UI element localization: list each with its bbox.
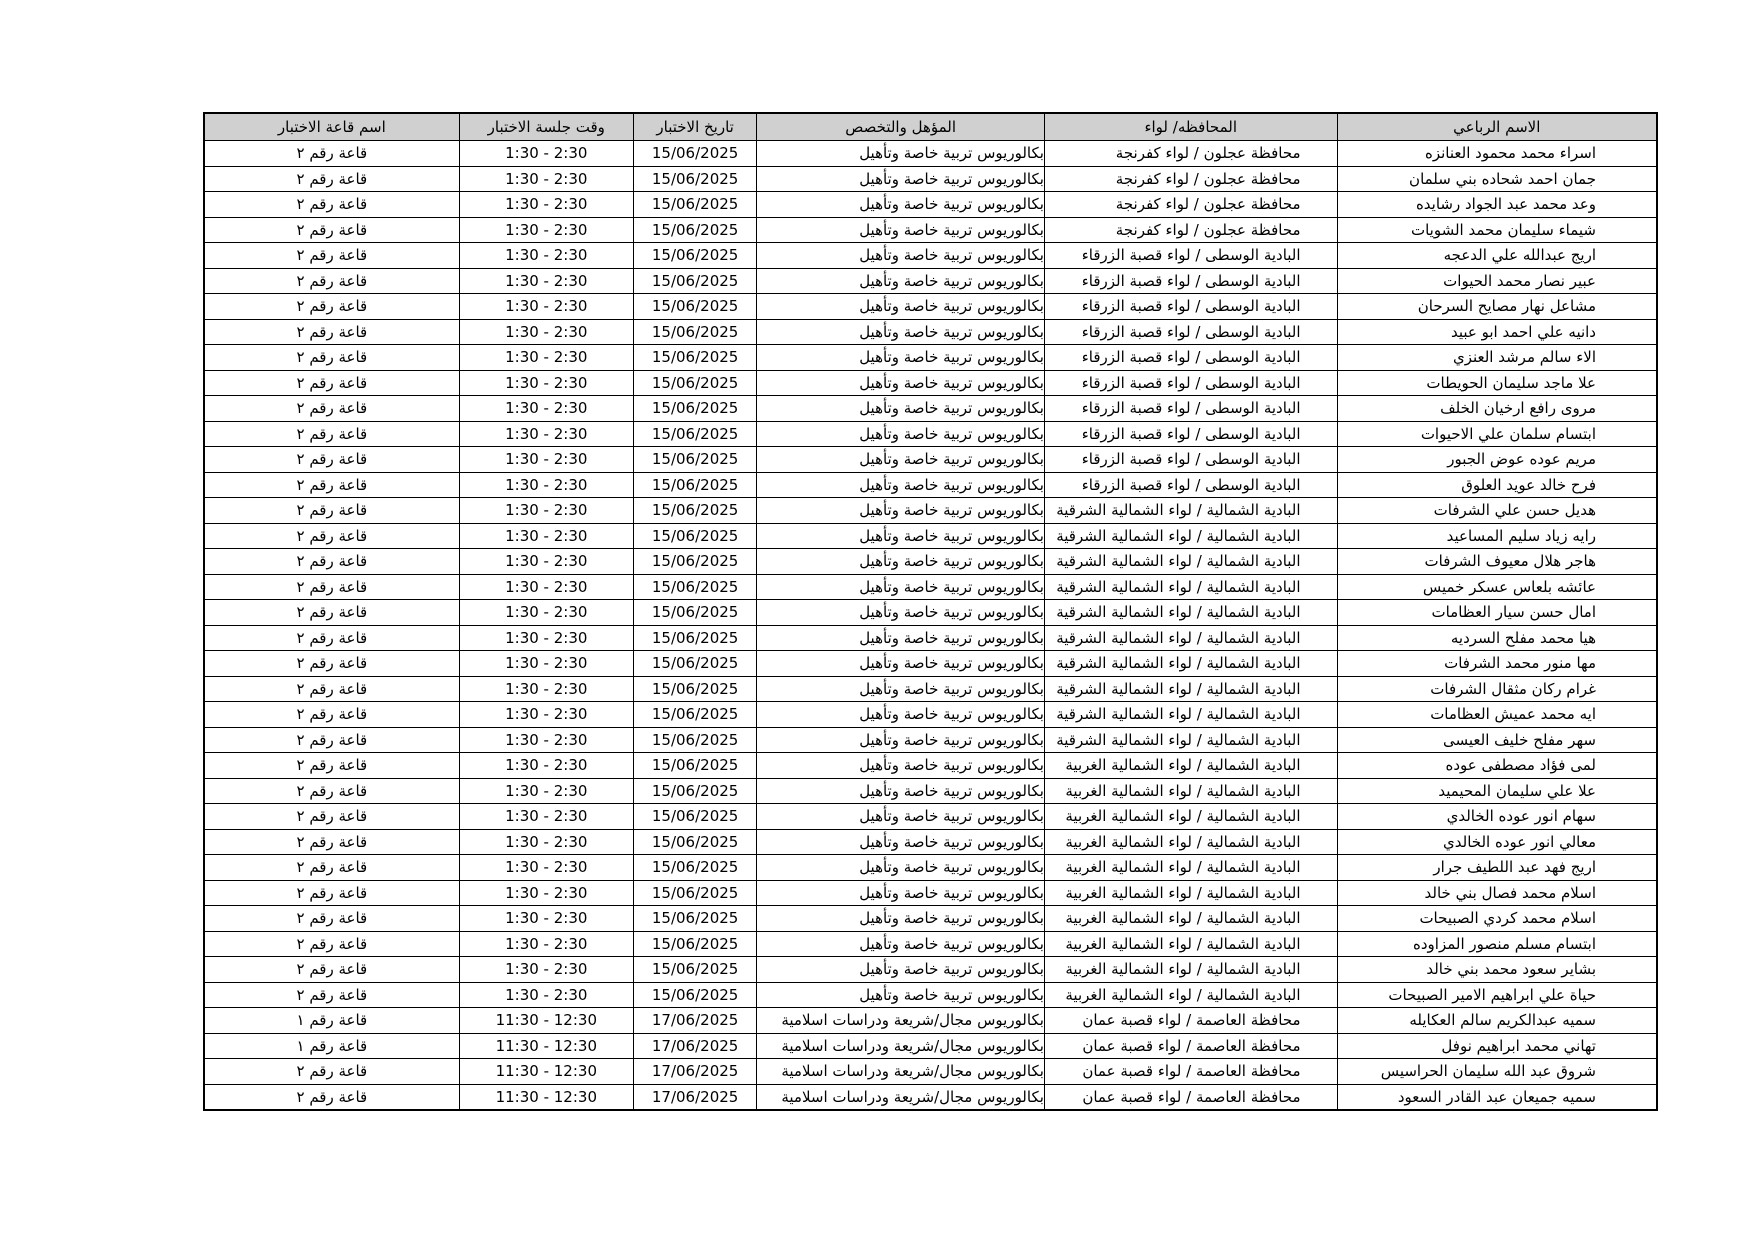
cell-name: اريج فهد عبد اللطيف جرار — [1337, 855, 1657, 881]
cell-time: 1:30 - 2:30 — [459, 651, 633, 677]
cell-date: 15/06/2025 — [633, 778, 757, 804]
cell-date: 15/06/2025 — [633, 166, 757, 192]
cell-qualification: بكالوريوس تربية خاصة وتأهيل — [757, 447, 1045, 473]
table-row — [204, 778, 1657, 804]
cell-date: 15/06/2025 — [633, 702, 757, 728]
table-row — [204, 396, 1657, 422]
cell-governorate: محافظة العاصمة / لواء قصبة عمان — [1044, 1033, 1337, 1059]
table-row — [204, 345, 1657, 371]
cell-qualification: بكالوريوس تربية خاصة وتأهيل — [757, 829, 1045, 855]
cell-qualification: بكالوريوس تربية خاصة وتأهيل — [757, 804, 1045, 830]
cell-name: هيا محمد مفلح السرديه — [1337, 625, 1657, 651]
cell-governorate: البادية الشمالية / لواء الشمالية الغربية — [1044, 804, 1337, 830]
cell-name: امال حسن سيار العظامات — [1337, 600, 1657, 626]
cell-name: عبير نصار محمد الحيوات — [1337, 268, 1657, 294]
cell-name: اسلام محمد كردي الصبيحات — [1337, 906, 1657, 932]
cell-time: 1:30 - 2:30 — [459, 472, 633, 498]
table-row — [204, 651, 1657, 677]
table-row — [204, 600, 1657, 626]
cell-time: 1:30 - 2:30 — [459, 600, 633, 626]
cell-qualification: بكالوريوس تربية خاصة وتأهيل — [757, 243, 1045, 269]
table-row — [204, 217, 1657, 243]
cell-time: 1:30 - 2:30 — [459, 217, 633, 243]
cell-governorate: البادية الشمالية / لواء الشمالية الشرقية — [1044, 625, 1337, 651]
cell-governorate: البادية الشمالية / لواء الشمالية الشرقية — [1044, 600, 1337, 626]
cell-governorate: البادية الشمالية / لواء الشمالية الشرقية — [1044, 676, 1337, 702]
cell-governorate: البادية الشمالية / لواء الشمالية الشرقية — [1044, 498, 1337, 524]
cell-governorate: البادية الوسطى / لواء قصبة الزرقاء — [1044, 447, 1337, 473]
cell-room: قاعة رقم ٢ — [204, 778, 459, 804]
cell-qualification: بكالوريوس مجال/شريعة ودراسات اسلامية — [757, 1008, 1045, 1034]
cell-name: سميه جميعان عبد القادر السعود — [1337, 1084, 1657, 1110]
cell-date: 15/06/2025 — [633, 931, 757, 957]
cell-name: فرح خالد عويد العلوق — [1337, 472, 1657, 498]
cell-room: قاعة رقم ٢ — [204, 676, 459, 702]
cell-date: 15/06/2025 — [633, 472, 757, 498]
cell-name: مريم عوده عوض الجبور — [1337, 447, 1657, 473]
cell-time: 1:30 - 2:30 — [459, 880, 633, 906]
table-row — [204, 472, 1657, 498]
cell-room: قاعة رقم ٢ — [204, 753, 459, 779]
cell-date: 15/06/2025 — [633, 421, 757, 447]
cell-qualification: بكالوريوس تربية خاصة وتأهيل — [757, 472, 1045, 498]
table-row — [204, 957, 1657, 983]
cell-room: قاعة رقم ٢ — [204, 447, 459, 473]
cell-date: 15/06/2025 — [633, 982, 757, 1008]
cell-qualification: بكالوريوس تربية خاصة وتأهيل — [757, 421, 1045, 447]
cell-governorate: البادية الوسطى / لواء قصبة الزرقاء — [1044, 294, 1337, 320]
cell-room: قاعة رقم ٢ — [204, 319, 459, 345]
cell-governorate: البادية الشمالية / لواء الشمالية الشرقية — [1044, 727, 1337, 753]
cell-date: 15/06/2025 — [633, 370, 757, 396]
cell-qualification: بكالوريوس تربية خاصة وتأهيل — [757, 217, 1045, 243]
cell-room: قاعة رقم ٢ — [204, 804, 459, 830]
cell-governorate: البادية الوسطى / لواء قصبة الزرقاء — [1044, 370, 1337, 396]
cell-room: قاعة رقم ٢ — [204, 294, 459, 320]
header-date: تاريخ الاختبار — [633, 113, 757, 141]
table-body — [204, 141, 1657, 1111]
cell-governorate: البادية الوسطى / لواء قصبة الزرقاء — [1044, 243, 1337, 269]
cell-date: 15/06/2025 — [633, 727, 757, 753]
cell-name: عائشه بلعاس عسكر خميس — [1337, 574, 1657, 600]
cell-governorate: محافظة العاصمة / لواء قصبة عمان — [1044, 1084, 1337, 1110]
header-governorate: المحافظه/ لواء — [1044, 113, 1337, 141]
cell-date: 15/06/2025 — [633, 906, 757, 932]
table-row — [204, 1008, 1657, 1034]
cell-qualification: بكالوريوس تربية خاصة وتأهيل — [757, 345, 1045, 371]
cell-time: 1:30 - 2:30 — [459, 523, 633, 549]
cell-name: مشاعل نهار مصايح السرحان — [1337, 294, 1657, 320]
table-row — [204, 243, 1657, 269]
cell-time: 1:30 - 2:30 — [459, 447, 633, 473]
exam-schedule-table — [203, 112, 1658, 1111]
cell-time: 1:30 - 2:30 — [459, 294, 633, 320]
header-time: وقت جلسة الاختبار — [459, 113, 633, 141]
cell-date: 15/06/2025 — [633, 268, 757, 294]
cell-name: وعد محمد عبد الجواد رشايده — [1337, 192, 1657, 218]
cell-name: شروق عبد الله سليمان الحراسيس — [1337, 1059, 1657, 1085]
header-row — [204, 113, 1657, 141]
cell-governorate: البادية الوسطى / لواء قصبة الزرقاء — [1044, 472, 1337, 498]
cell-name: اسراء محمد محمود العنانزه — [1337, 141, 1657, 167]
table-row — [204, 625, 1657, 651]
table-row — [204, 370, 1657, 396]
cell-name: معالي انور عوده الخالدي — [1337, 829, 1657, 855]
cell-date: 15/06/2025 — [633, 447, 757, 473]
cell-time: 1:30 - 2:30 — [459, 906, 633, 932]
cell-governorate: البادية الشمالية / لواء الشمالية الشرقية — [1044, 651, 1337, 677]
cell-name: ايه محمد عميش العظامات — [1337, 702, 1657, 728]
table-row — [204, 319, 1657, 345]
cell-name: هديل حسن علي الشرفات — [1337, 498, 1657, 524]
cell-room: قاعة رقم ٢ — [204, 931, 459, 957]
cell-date: 15/06/2025 — [633, 319, 757, 345]
cell-time: 1:30 - 2:30 — [459, 396, 633, 422]
cell-governorate: البادية الوسطى / لواء قصبة الزرقاء — [1044, 421, 1337, 447]
cell-qualification: بكالوريوس تربية خاصة وتأهيل — [757, 498, 1045, 524]
cell-time: 1:30 - 2:30 — [459, 141, 633, 167]
cell-time: 1:30 - 2:30 — [459, 829, 633, 855]
cell-name: ابتسام مسلم منصور المزاوده — [1337, 931, 1657, 957]
table-row — [204, 676, 1657, 702]
cell-room: قاعة رقم ٢ — [204, 268, 459, 294]
cell-room: قاعة رقم ٢ — [204, 574, 459, 600]
cell-room: قاعة رقم ٢ — [204, 727, 459, 753]
cell-qualification: بكالوريوس تربية خاصة وتأهيل — [757, 268, 1045, 294]
cell-name: حياة علي ابراهيم الامير الصبيحات — [1337, 982, 1657, 1008]
table-row — [204, 1084, 1657, 1110]
cell-qualification: بكالوريوس تربية خاصة وتأهيل — [757, 676, 1045, 702]
cell-name: سهام انور عوده الخالدي — [1337, 804, 1657, 830]
cell-governorate: البادية الوسطى / لواء قصبة الزرقاء — [1044, 345, 1337, 371]
cell-qualification: بكالوريوس تربية خاصة وتأهيل — [757, 625, 1045, 651]
cell-time: 1:30 - 2:30 — [459, 727, 633, 753]
cell-governorate: البادية الشمالية / لواء الشمالية الشرقية — [1044, 702, 1337, 728]
cell-room: قاعة رقم ٢ — [204, 625, 459, 651]
cell-qualification: بكالوريوس تربية خاصة وتأهيل — [757, 141, 1045, 167]
cell-time: 1:30 - 2:30 — [459, 166, 633, 192]
table-row — [204, 880, 1657, 906]
cell-name: شيماء سليمان محمد الشويات — [1337, 217, 1657, 243]
cell-qualification: بكالوريوس تربية خاصة وتأهيل — [757, 600, 1045, 626]
cell-time: 1:30 - 2:30 — [459, 549, 633, 575]
cell-date: 15/06/2025 — [633, 651, 757, 677]
cell-name: سهر مفلح خليف العيسى — [1337, 727, 1657, 753]
cell-room: قاعة رقم ٢ — [204, 702, 459, 728]
table-row — [204, 982, 1657, 1008]
cell-qualification: بكالوريوس تربية خاصة وتأهيل — [757, 957, 1045, 983]
cell-date: 15/06/2025 — [633, 243, 757, 269]
cell-room: قاعة رقم ١ — [204, 1033, 459, 1059]
table-row — [204, 141, 1657, 167]
cell-qualification: بكالوريوس تربية خاصة وتأهيل — [757, 906, 1045, 932]
cell-date: 15/06/2025 — [633, 396, 757, 422]
cell-date: 15/06/2025 — [633, 574, 757, 600]
table-row — [204, 829, 1657, 855]
cell-time: 1:30 - 2:30 — [459, 676, 633, 702]
cell-time: 1:30 - 2:30 — [459, 498, 633, 524]
cell-governorate: محافظة العاصمة / لواء قصبة عمان — [1044, 1008, 1337, 1034]
table-row — [204, 855, 1657, 881]
cell-date: 17/06/2025 — [633, 1059, 757, 1085]
cell-date: 17/06/2025 — [633, 1008, 757, 1034]
header-room: اسم قاعة الاختبار — [204, 113, 459, 141]
cell-governorate: محافظة عجلون / لواء كفرنجة — [1044, 141, 1337, 167]
cell-time: 1:30 - 2:30 — [459, 855, 633, 881]
cell-qualification: بكالوريوس تربية خاصة وتأهيل — [757, 727, 1045, 753]
cell-date: 15/06/2025 — [633, 880, 757, 906]
cell-time: 11:30 - 12:30 — [459, 1059, 633, 1085]
table-row — [204, 523, 1657, 549]
cell-qualification: بكالوريوس تربية خاصة وتأهيل — [757, 523, 1045, 549]
table-row — [204, 574, 1657, 600]
table-row — [204, 421, 1657, 447]
cell-name: تهاني محمد ابراهيم نوفل — [1337, 1033, 1657, 1059]
cell-room: قاعة رقم ٢ — [204, 396, 459, 422]
cell-name: سميه عبدالكريم سالم العكايله — [1337, 1008, 1657, 1034]
cell-time: 1:30 - 2:30 — [459, 345, 633, 371]
cell-time: 1:30 - 2:30 — [459, 268, 633, 294]
cell-date: 17/06/2025 — [633, 1033, 757, 1059]
table-row — [204, 294, 1657, 320]
cell-governorate: البادية الشمالية / لواء الشمالية الشرقية — [1044, 574, 1337, 600]
cell-date: 15/06/2025 — [633, 217, 757, 243]
cell-room: قاعة رقم ٢ — [204, 982, 459, 1008]
cell-name: بشاير سعود محمد بني خالد — [1337, 957, 1657, 983]
cell-time: 1:30 - 2:30 — [459, 702, 633, 728]
cell-name: دانيه علي احمد ابو عبيد — [1337, 319, 1657, 345]
cell-governorate: البادية الشمالية / لواء الشمالية الغربية — [1044, 906, 1337, 932]
cell-qualification: بكالوريوس تربية خاصة وتأهيل — [757, 778, 1045, 804]
cell-time: 1:30 - 2:30 — [459, 753, 633, 779]
header-qualification: المؤهل والتخصص — [757, 113, 1045, 141]
cell-time: 1:30 - 2:30 — [459, 778, 633, 804]
cell-governorate: محافظة العاصمة / لواء قصبة عمان — [1044, 1059, 1337, 1085]
cell-name: ابتسام سلمان علي الاحيوات — [1337, 421, 1657, 447]
cell-room: قاعة رقم ٢ — [204, 906, 459, 932]
cell-room: قاعة رقم ٢ — [204, 829, 459, 855]
table-row — [204, 753, 1657, 779]
cell-room: قاعة رقم ٢ — [204, 549, 459, 575]
cell-qualification: بكالوريوس مجال/شريعة ودراسات اسلامية — [757, 1059, 1045, 1085]
cell-room: قاعة رقم ٢ — [204, 192, 459, 218]
cell-qualification: بكالوريوس تربية خاصة وتأهيل — [757, 319, 1045, 345]
cell-room: قاعة رقم ٢ — [204, 1084, 459, 1110]
cell-governorate: البادية الوسطى / لواء قصبة الزرقاء — [1044, 396, 1337, 422]
table-row — [204, 1033, 1657, 1059]
cell-date: 15/06/2025 — [633, 192, 757, 218]
cell-room: قاعة رقم ٢ — [204, 600, 459, 626]
cell-time: 11:30 - 12:30 — [459, 1008, 633, 1034]
cell-qualification: بكالوريوس تربية خاصة وتأهيل — [757, 166, 1045, 192]
cell-room: قاعة رقم ٢ — [204, 855, 459, 881]
table-row — [204, 268, 1657, 294]
cell-qualification: بكالوريوس تربية خاصة وتأهيل — [757, 549, 1045, 575]
table-header — [204, 113, 1657, 141]
table-row — [204, 702, 1657, 728]
cell-room: قاعة رقم ٢ — [204, 421, 459, 447]
cell-time: 1:30 - 2:30 — [459, 931, 633, 957]
cell-date: 17/06/2025 — [633, 1084, 757, 1110]
cell-qualification: بكالوريوس تربية خاصة وتأهيل — [757, 702, 1045, 728]
cell-name: هاجر هلال معيوف الشرفات — [1337, 549, 1657, 575]
cell-room: قاعة رقم ٢ — [204, 472, 459, 498]
cell-date: 15/06/2025 — [633, 804, 757, 830]
table-row — [204, 192, 1657, 218]
table-row — [204, 498, 1657, 524]
cell-governorate: البادية الشمالية / لواء الشمالية الغربية — [1044, 931, 1337, 957]
cell-name: اسلام محمد فصال بني خالد — [1337, 880, 1657, 906]
cell-room: قاعة رقم ٢ — [204, 651, 459, 677]
table-row — [204, 166, 1657, 192]
cell-room: قاعة رقم ٢ — [204, 498, 459, 524]
cell-governorate: البادية الشمالية / لواء الشمالية الشرقية — [1044, 549, 1337, 575]
cell-time: 1:30 - 2:30 — [459, 243, 633, 269]
cell-room: قاعة رقم ٢ — [204, 523, 459, 549]
cell-date: 15/06/2025 — [633, 498, 757, 524]
cell-name: جمان احمد شحاده بني سلمان — [1337, 166, 1657, 192]
cell-governorate: البادية الشمالية / لواء الشمالية الغربية — [1044, 753, 1337, 779]
table-row — [204, 931, 1657, 957]
cell-governorate: محافظة عجلون / لواء كفرنجة — [1044, 192, 1337, 218]
cell-governorate: محافظة عجلون / لواء كفرنجة — [1044, 166, 1337, 192]
cell-qualification: بكالوريوس تربية خاصة وتأهيل — [757, 982, 1045, 1008]
cell-date: 15/06/2025 — [633, 676, 757, 702]
cell-governorate: البادية الشمالية / لواء الشمالية الغربية — [1044, 829, 1337, 855]
cell-time: 1:30 - 2:30 — [459, 804, 633, 830]
cell-time: 1:30 - 2:30 — [459, 957, 633, 983]
cell-name: رايه زياد سليم المساعيد — [1337, 523, 1657, 549]
cell-time: 1:30 - 2:30 — [459, 574, 633, 600]
cell-room: قاعة رقم ٢ — [204, 243, 459, 269]
cell-governorate: البادية الوسطى / لواء قصبة الزرقاء — [1044, 268, 1337, 294]
cell-governorate: البادية الشمالية / لواء الشمالية الغربية — [1044, 957, 1337, 983]
cell-qualification: بكالوريوس تربية خاصة وتأهيل — [757, 753, 1045, 779]
table-row — [204, 727, 1657, 753]
cell-qualification: بكالوريوس تربية خاصة وتأهيل — [757, 574, 1045, 600]
cell-name: مها منور محمد الشرفات — [1337, 651, 1657, 677]
cell-date: 15/06/2025 — [633, 957, 757, 983]
header-name: الاسم الرباعي — [1337, 113, 1657, 141]
cell-name: لمى فؤاد مصطفى عوده — [1337, 753, 1657, 779]
cell-room: قاعة رقم ٢ — [204, 141, 459, 167]
table-row — [204, 1059, 1657, 1085]
cell-date: 15/06/2025 — [633, 141, 757, 167]
cell-governorate: محافظة عجلون / لواء كفرنجة — [1044, 217, 1337, 243]
cell-date: 15/06/2025 — [633, 549, 757, 575]
cell-governorate: البادية الشمالية / لواء الشمالية الغربية — [1044, 778, 1337, 804]
cell-name: اريج عبدالله علي الدعجه — [1337, 243, 1657, 269]
cell-governorate: البادية الوسطى / لواء قصبة الزرقاء — [1044, 319, 1337, 345]
cell-date: 15/06/2025 — [633, 345, 757, 371]
cell-governorate: البادية الشمالية / لواء الشمالية الشرقية — [1044, 523, 1337, 549]
cell-qualification: بكالوريوس تربية خاصة وتأهيل — [757, 931, 1045, 957]
cell-governorate: البادية الشمالية / لواء الشمالية الغربية — [1044, 880, 1337, 906]
cell-room: قاعة رقم ٢ — [204, 880, 459, 906]
cell-time: 11:30 - 12:30 — [459, 1084, 633, 1110]
cell-time: 1:30 - 2:30 — [459, 421, 633, 447]
cell-name: الاء سالم مرشد العنزي — [1337, 345, 1657, 371]
cell-room: قاعة رقم ٢ — [204, 957, 459, 983]
cell-time: 1:30 - 2:30 — [459, 192, 633, 218]
cell-name: مروى رافع ارخيان الخلف — [1337, 396, 1657, 422]
cell-qualification: بكالوريوس تربية خاصة وتأهيل — [757, 192, 1045, 218]
cell-time: 1:30 - 2:30 — [459, 625, 633, 651]
cell-name: غرام ركان مثقال الشرفات — [1337, 676, 1657, 702]
cell-time: 1:30 - 2:30 — [459, 319, 633, 345]
cell-time: 1:30 - 2:30 — [459, 982, 633, 1008]
cell-qualification: بكالوريوس تربية خاصة وتأهيل — [757, 370, 1045, 396]
cell-time: 11:30 - 12:30 — [459, 1033, 633, 1059]
cell-qualification: بكالوريوس تربية خاصة وتأهيل — [757, 294, 1045, 320]
cell-room: قاعة رقم ٢ — [204, 370, 459, 396]
cell-date: 15/06/2025 — [633, 753, 757, 779]
cell-date: 15/06/2025 — [633, 600, 757, 626]
table-row — [204, 906, 1657, 932]
cell-room: قاعة رقم ٢ — [204, 1059, 459, 1085]
cell-room: قاعة رقم ٢ — [204, 166, 459, 192]
cell-room: قاعة رقم ٢ — [204, 345, 459, 371]
table-row — [204, 447, 1657, 473]
cell-date: 15/06/2025 — [633, 625, 757, 651]
cell-governorate: البادية الشمالية / لواء الشمالية الغربية — [1044, 982, 1337, 1008]
cell-date: 15/06/2025 — [633, 855, 757, 881]
cell-name: علا علي سليمان المحيميد — [1337, 778, 1657, 804]
cell-qualification: بكالوريوس مجال/شريعة ودراسات اسلامية — [757, 1033, 1045, 1059]
cell-qualification: بكالوريوس تربية خاصة وتأهيل — [757, 855, 1045, 881]
cell-qualification: بكالوريوس مجال/شريعة ودراسات اسلامية — [757, 1084, 1045, 1110]
cell-qualification: بكالوريوس تربية خاصة وتأهيل — [757, 396, 1045, 422]
cell-name: علا ماجد سليمان الحويطات — [1337, 370, 1657, 396]
cell-room: قاعة رقم ٢ — [204, 217, 459, 243]
cell-qualification: بكالوريوس تربية خاصة وتأهيل — [757, 880, 1045, 906]
cell-time: 1:30 - 2:30 — [459, 370, 633, 396]
cell-date: 15/06/2025 — [633, 829, 757, 855]
table-row — [204, 549, 1657, 575]
cell-room: قاعة رقم ١ — [204, 1008, 459, 1034]
cell-date: 15/06/2025 — [633, 294, 757, 320]
cell-date: 15/06/2025 — [633, 523, 757, 549]
cell-qualification: بكالوريوس تربية خاصة وتأهيل — [757, 651, 1045, 677]
table-row — [204, 804, 1657, 830]
cell-governorate: البادية الشمالية / لواء الشمالية الغربية — [1044, 855, 1337, 881]
